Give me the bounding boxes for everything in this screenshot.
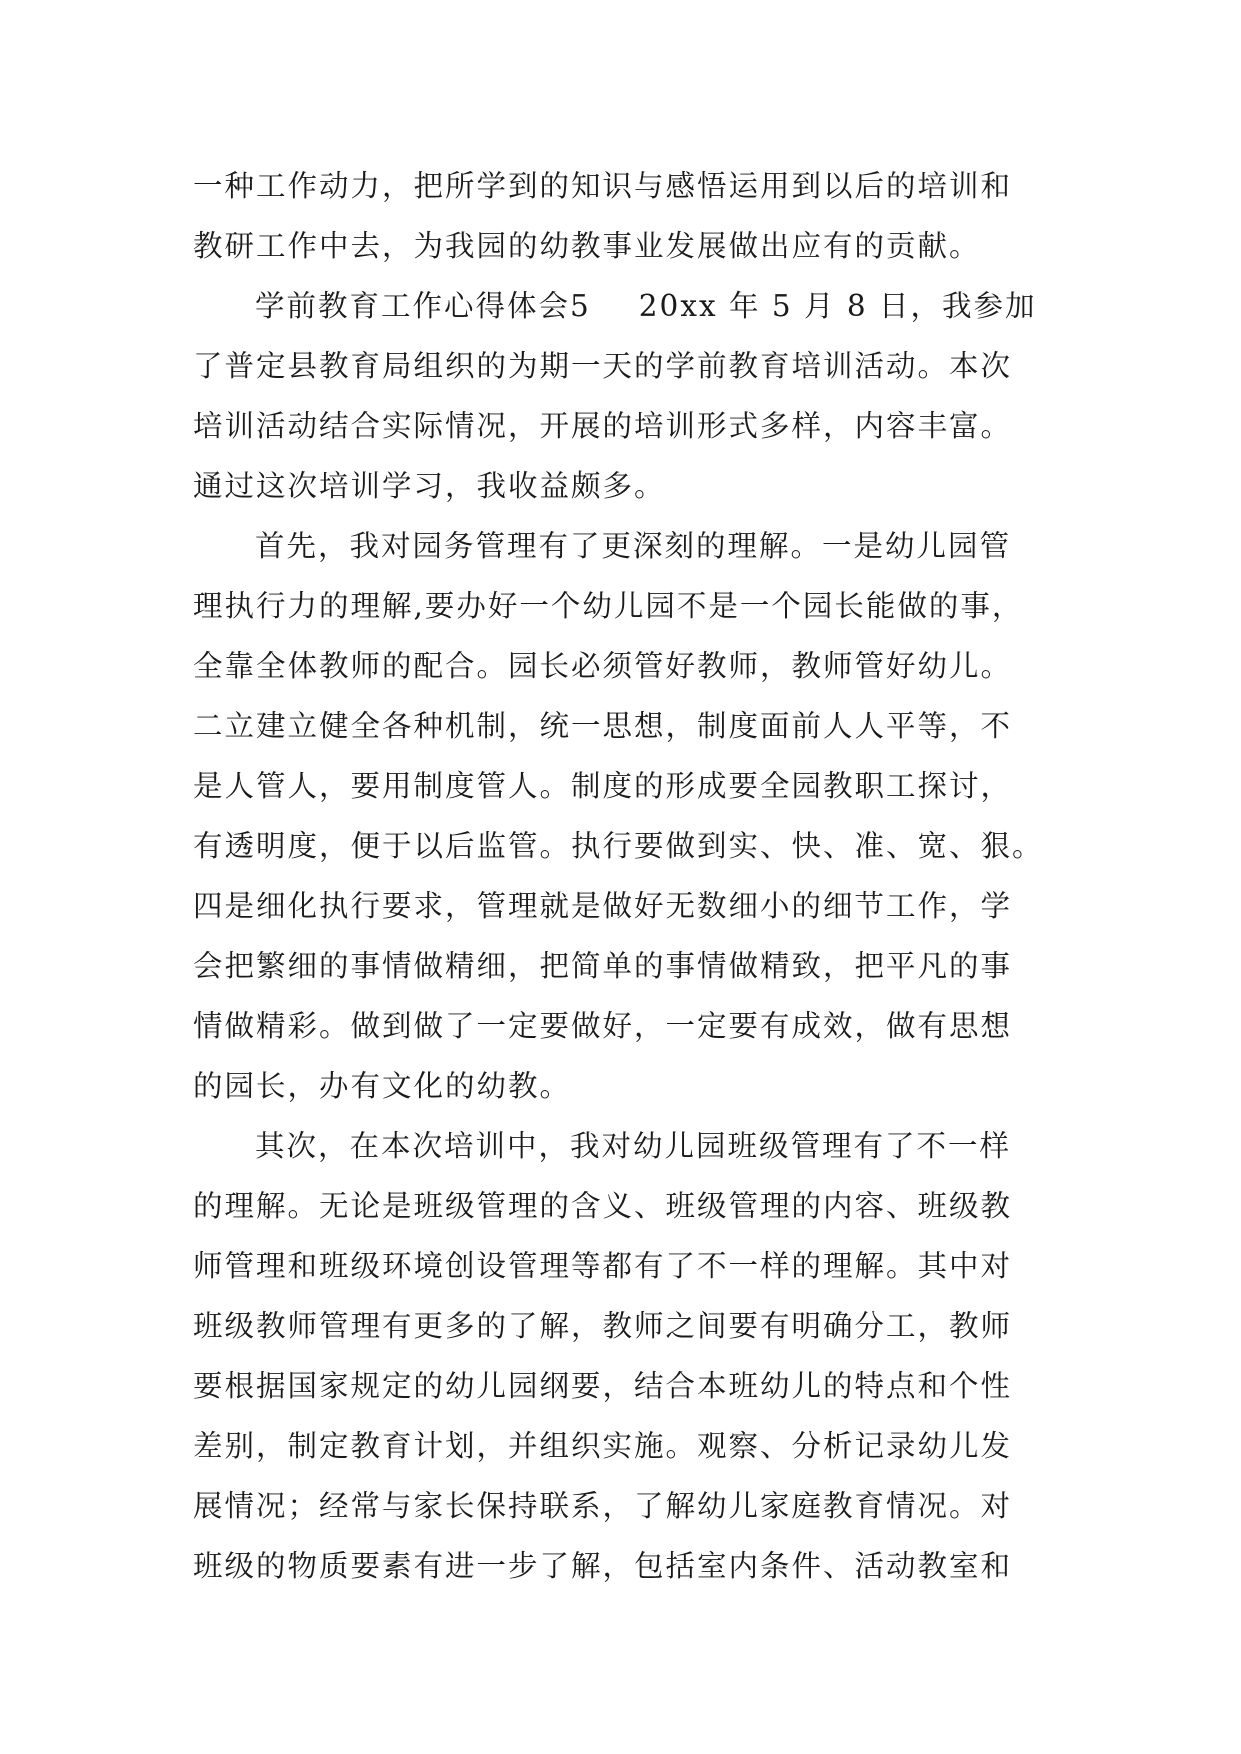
text-line-continuation: 20xx 年 5 月 8 日，我参加 bbox=[638, 289, 1037, 323]
text-line: 全靠全体教师的配合。园长必须管好教师，教师管好幼儿。 bbox=[193, 649, 1013, 683]
section-heading-line bbox=[193, 276, 1063, 336]
section-heading: 学前教育工作心得体会5 bbox=[255, 289, 591, 323]
text-line: 通过这次培训学习，我收益颇多。 bbox=[193, 469, 666, 503]
text-line: 的理解。无论是班级管理的含义、班级管理的内容、班级教 bbox=[193, 1189, 1013, 1223]
text-line: 培训活动结合实际情况，开展的培训形式多样，内容丰富。 bbox=[193, 409, 1013, 443]
text-line: 教研工作中去，为我园的幼教事业发展做出应有的贡献。 bbox=[193, 229, 981, 263]
text-line: 差别，制定教育计划，并组织实施。观察、分析记录幼儿发 bbox=[193, 1429, 1013, 1463]
text-line: 了普定县教育局组织的为期一天的学前教育培训活动。本次 bbox=[193, 349, 1013, 383]
text-line: 有透明度，便于以后监管。执行要做到实、快、准、宽、狠。 bbox=[193, 829, 1044, 863]
document-body bbox=[193, 156, 1063, 1596]
text-line: 一种工作动力，把所学到的知识与感悟运用到以后的培训和 bbox=[193, 169, 1013, 203]
text-line: 师管理和班级环境创设管理等都有了不一样的理解。其中对 bbox=[193, 1249, 1013, 1283]
text-line: 四是细化执行要求，管理就是做好无数细小的细节工作，学 bbox=[193, 889, 1013, 923]
text-line: 二立建立健全各种机制，统一思想，制度面前人人平等，不 bbox=[193, 709, 1013, 743]
text-line: 要根据国家规定的幼儿园纲要，结合本班幼儿的特点和个性 bbox=[193, 1369, 1013, 1403]
text-line: 是人管人，要用制度管人。制度的形成要全园教职工探讨， bbox=[193, 769, 1013, 803]
text-line: 理执行力的理解,要办好一个幼儿园不是一个园长能做的事， bbox=[193, 589, 1024, 623]
text-line: 展情况；经常与家长保持联系，了解幼儿家庭教育情况。对 bbox=[193, 1489, 1013, 1523]
text-line: 班级教师管理有更多的了解，教师之间要有明确分工，教师 bbox=[193, 1309, 1013, 1343]
paragraph-first-line: 首先，我对园务管理有了更深刻的理解。一是幼儿园管 bbox=[255, 529, 1012, 563]
text-line: 班级的物质要素有进一步了解，包括室内条件、活动教室和 bbox=[193, 1549, 1013, 1583]
text-line: 的园长，办有文化的幼教。 bbox=[193, 1069, 572, 1103]
text-line: 会把繁细的事情做精细，把简单的事情做精致，把平凡的事 bbox=[193, 949, 1013, 983]
text-line: 情做精彩。做到做了一定要做好，一定要有成效，做有思想 bbox=[193, 1009, 1013, 1043]
paragraph-first-line: 其次，在本次培训中，我对幼儿园班级管理有了不一样 bbox=[255, 1129, 1012, 1163]
